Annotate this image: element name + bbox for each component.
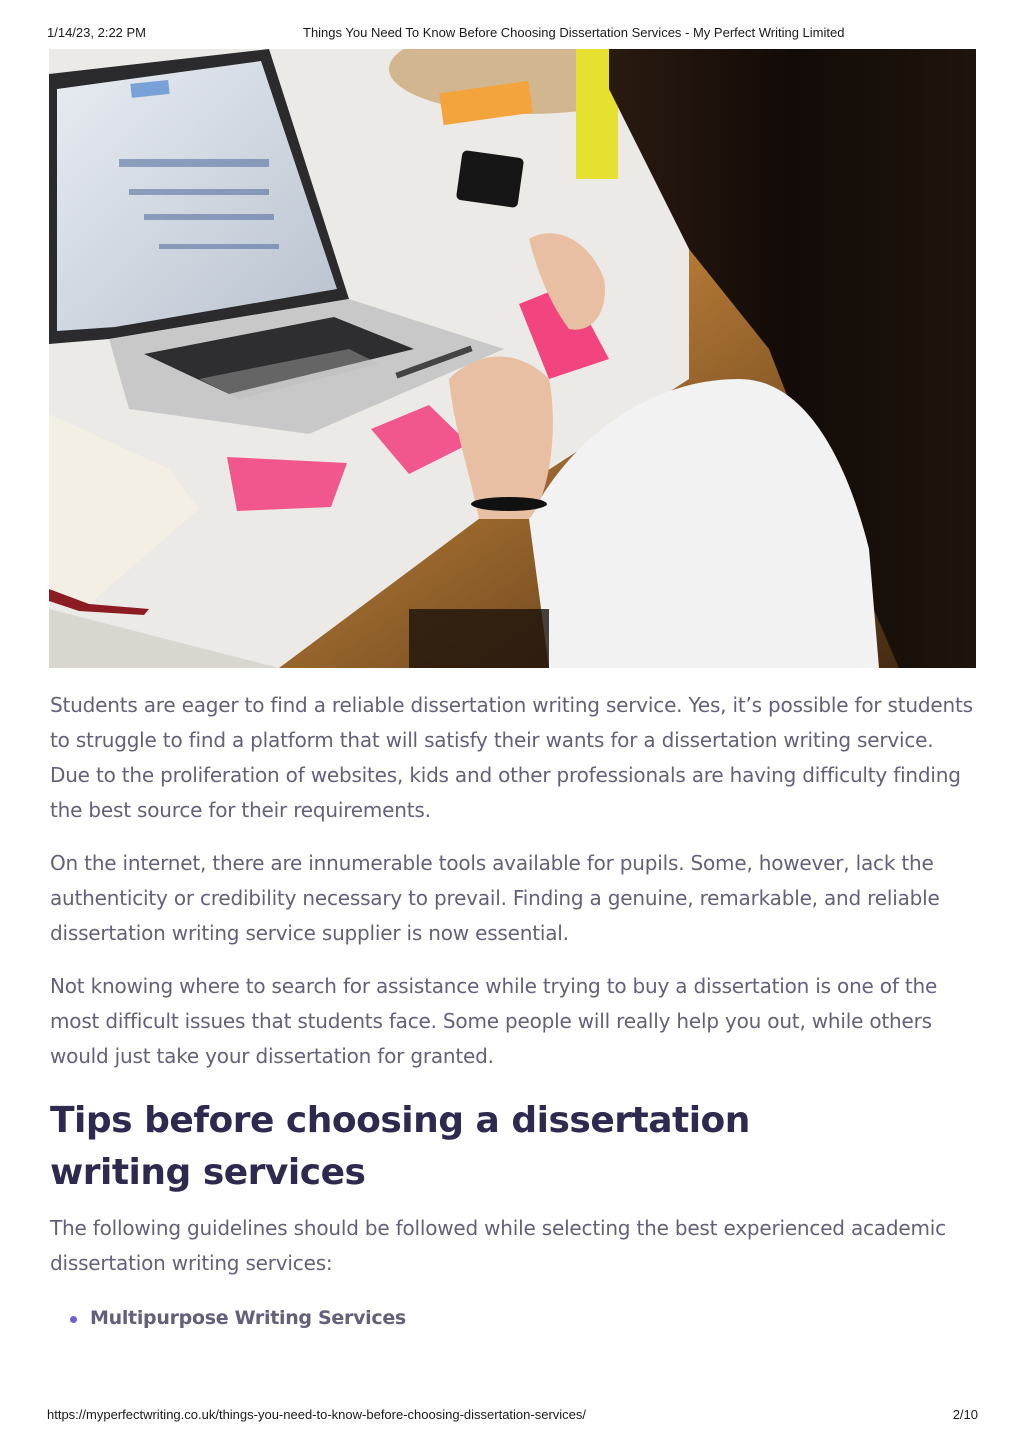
print-page-number: 2/10	[952, 1407, 978, 1422]
section-heading: Tips before choosing a dissertation writing services	[50, 1100, 750, 1193]
section-intro: The following guidelines should be followed while selecting the best experienced academic dissertation writing services:	[50, 1216, 946, 1275]
print-page-title: Things You Need To Know Before Choosing Dissertation Services - My Perfect Writing Limited	[303, 25, 845, 40]
list-item-label: Multipurpose Writing Services	[90, 1307, 406, 1329]
print-datetime: 1/14/23, 2:22 PM	[47, 25, 147, 40]
bullet-dot-icon	[70, 1316, 77, 1323]
article-body	[50, 688, 975, 1333]
article-paragraph: Students are eager to find a reliable dissertation writing service. Yes, it’s possible for students to struggle to find a platform that will satisfy their wants for a dissertation writing service. Due to the proliferation of websites, kids and other professionals are having difficulty finding the best source for their requirements.	[50, 693, 973, 822]
article-paragraph: On the internet, there are innumerable tools available for pupils. Some, however, lack the authenticity or credibility necessary to prevail. Finding a genuine, remarkable, and reliable dissertation writing service supplier is now essential.	[50, 851, 940, 945]
hero-photo-illustration	[49, 49, 976, 668]
article-hero-image	[49, 49, 976, 668]
print-footer	[0, 1407, 1024, 1425]
list-item	[70, 1303, 975, 1333]
article-paragraph: Not knowing where to search for assistance while trying to buy a dissertation is one of the most difficult issues that students face. Some people will really help you out, while others would just take your dissertation for granted.	[50, 974, 938, 1068]
print-header	[0, 25, 1024, 43]
tips-list	[50, 1303, 975, 1333]
print-page-url: https://myperfectwriting.co.uk/things-you-need-to-know-before-choosing-dissertation-services/	[47, 1407, 587, 1422]
